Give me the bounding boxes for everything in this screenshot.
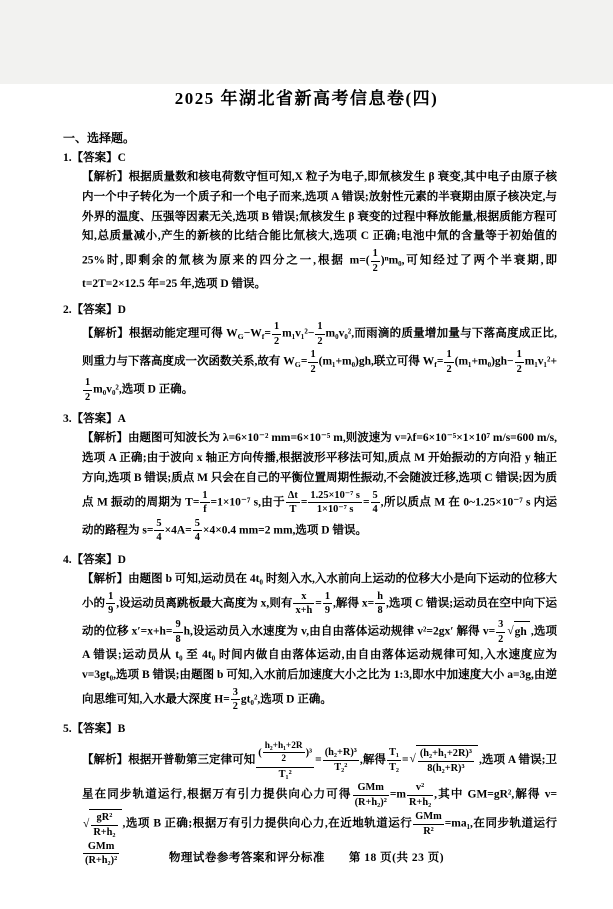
fraction: $\frac{\text{1.25×10⁻⁷ s}}{\text{1×10⁻⁷ s}}$	[310, 489, 360, 516]
square-root: √gh	[507, 621, 529, 643]
fraction: $\frac{5}{4}$	[156, 517, 162, 544]
fraction: $\frac{1}{2}$	[310, 349, 316, 375]
answer-item-4	[63, 552, 557, 714]
fraction: $\frac{1}{9}$	[108, 590, 114, 617]
fraction: $\frac{9}{8}$	[175, 618, 181, 645]
fraction: $\frac{3}{2}$	[498, 618, 504, 645]
section-heading: 一、选择题。	[63, 131, 136, 145]
fraction: $\frac{1}{f}$	[202, 489, 208, 516]
page-title: 2025 年湖北省新高考信息卷(四)	[174, 89, 439, 108]
page-footer: 物理试卷参考答案和评分标准 第 18 页(共 23 页)	[168, 852, 445, 864]
fraction: $\frac{h}{8}$	[377, 590, 384, 617]
answer-label: 【答案】C	[71, 152, 126, 164]
answer-item-5	[63, 721, 557, 868]
square-root: √ $\frac{\text{gR²}}{\text{R+h₂}}$	[83, 809, 122, 839]
answer-explanation: 【解析】根据质量数和核电荷数守恒可知,X 粒子为电子,即氚核发生 β 衰变,其中电子由原子核内一个中子转化为一个质子和一个电子而来,选项 A 错误;放射性元素的半衰期由原子核决定,与外界的温度、压强等因素无关,选项 B 错误;氚核发生 β 衰变的过程中释放能量,根据质能方程可知,总质量减小,产生的新核的比结合能比氚核大,选项 C 正确;电池中氚的含量等于初始值的 25%时,即剩余的氚核为原来的四分之一,根据 m=( $\frac{1}{2}$ )ⁿm₀,可知经过了两个半衰期,即 t=2T=2×12.5 年=25 年,选项 D 错误。	[82, 171, 557, 291]
fraction: ( $\frac{\text{h₂+h₁+2R}}{2}$ )³ T₁²	[258, 740, 313, 780]
fraction: $\frac{\text{GMm}}{\text{(R+h₂)²}}$	[354, 782, 387, 808]
fraction: $\frac{\text{GMm}}{\text{(R+h₂)²}}$	[85, 840, 118, 867]
scanned-answer-page	[0, 84, 613, 909]
fraction: $\frac{1}{2}$	[273, 320, 280, 347]
fraction: $\frac{3}{2}$	[232, 686, 238, 713]
answer-item-2	[63, 302, 557, 404]
fraction: $\frac{\Delta t}{T}$	[287, 489, 298, 516]
fraction: $\frac{x}{x+h}$	[295, 590, 313, 617]
question-number: 4.	[63, 554, 72, 567]
answer-line	[63, 552, 557, 569]
answer-label: 【答案】D	[71, 303, 126, 316]
fraction: $\frac{\text{(h₂+R)³}}{\text{T₂²}}$	[324, 746, 357, 773]
fraction: $\frac{\text{v²}}{\text{R+h₂}}$	[408, 782, 432, 808]
answer-explanation: 【解析】由题图可知波长为 λ=6×10⁻² mm=6×10⁻⁵ m,则波速为 v=λf=6×10⁻⁵×1×10⁷ m/s=600 m/s,选项 A 正确;由于波向 x 轴正方向传播,根据波形平移法可知,质点 M 开始振动的方向沿 y 轴正方向,选项 B 错误;质点 M 只会在自己的平衡位置周期性振动,不会随波迁移,选项 C 错误;因为质点 M 振动的周期为 T= $\frac{1}{f}$ =1×10⁻⁷ s,由于 $\frac{\Delta t}{T}$ = $\frac{\text{1.25×10⁻⁷ s}}{\text{1×10⁻⁷ s}}$ = $\frac{5}{4}$ ,所以质点 M 在 0~1.25×10⁻⁷ s 内运动的路程为 s= $\frac{5}{4}$ ×4A= $\frac{5}{4}$ ×4×0.4 mm=2 mm,选项 D 错误。	[82, 432, 557, 544]
question-number: 5.	[63, 722, 72, 735]
question-number: 1.	[63, 152, 72, 164]
answer-explanation: 【解析】根据动能定理可得 $W_G-W_f=$ $\frac{1}{2}$ m₁v₁²− $\frac{1}{2}$ m₀v₀²,而雨滴的质量增加量与下落高度成正比,则重力与下落高度成一次函数关系,故有 $W_G=$ $\frac{1}{2}$ (m₁+m₀)gh,联立可得 $W_f=$ $\frac{1}{2}$ (m₁+m₀)gh− $\frac{1}{2}$ m₁v₁²+ $\frac{1}{2}$ m₀v₀²,选项 D 正确。	[82, 320, 558, 403]
fraction: $\frac{1}{2}$	[317, 320, 323, 347]
answer-label: 【答案】B	[71, 722, 126, 735]
square-root: √ $\frac{\text{(h₂+h₁+2R)³}}{\text{8(h₂+R)³}}$	[410, 745, 478, 775]
answer-item-3	[63, 411, 557, 545]
fraction: $\frac{\text{GMm}}{\text{R²}}$	[415, 811, 442, 837]
fraction: $\frac{1}{2}$	[85, 377, 91, 403]
fraction: $\frac{\text{h₂+h₁+2R}}{2}$	[264, 740, 303, 765]
fraction: $\frac{5}{4}$	[194, 517, 200, 544]
answer-label: 【答案】A	[71, 413, 126, 426]
answers-list	[63, 150, 557, 868]
answer-label: 【答案】D	[71, 554, 126, 567]
fraction: $\frac{1}{2}$	[372, 248, 378, 274]
fraction: $\frac{\text{T₁}}{\text{T₂}}$	[388, 746, 399, 773]
fraction: $\frac{1}{2}$	[446, 349, 452, 375]
answer-explanation: 【解析】由题图 b 可知,运动员在 4t₀ 时刻入水,入水前向上运动的位移大小是向下运动的位移大小的 $\frac{1}{9}$ ,设运动员离跳板最大高度为 x,则有 $\frac{x}{x+h}$ = $\frac{1}{9}$ ,解得 x= $\frac{h}{8}$ ,选项 C 错误;运动员在空中向下运动的位移 x′=x+h= $\frac{9}{8}$ h,设运动员入水速度为 v,由自由落体运动规律 v²=2gx′ 解得 v= $\frac{3}{2}$ √gh ,选项 A 错误;运动员从 t₀ 至 4t₀ 时间内做自由落体运动,由自由落体运动规律可知,入水速度应为 v=3gt₀,选项 B 错误;由题图 b 可知,入水前后加速度大小之比为 1:3,即水中加速度大小 a=3g,由逆向思维可知,入水最大深度 H= $\frac{3}{2}$ gt₀²,选项 D 正确。	[82, 573, 558, 713]
question-number: 2.	[63, 303, 72, 316]
fraction: $\frac{1}{2}$	[516, 349, 522, 375]
answer-line	[63, 411, 557, 428]
question-number: 3.	[63, 413, 72, 426]
fraction: $\frac{5}{4}$	[372, 489, 378, 516]
answer-line	[63, 721, 557, 738]
fraction: $\frac{\text{gR²}}{\text{R+h₂}}$	[93, 812, 116, 838]
answer-line	[63, 302, 557, 319]
fraction: $\frac{1}{9}$	[324, 590, 330, 617]
answer-explanation: 【解析】根据开普勒第三定律可知 ( $\frac{\text{h₂+h₁+2R}}{2}$ )³ T₁² = $\frac{\text{(h₂+R)³}}{\text{T₂²}}$ ,解得 $\frac{\text{T₁}}{\text{T₂}}$ =√ $\frac{\text{(h₂+h₁+2R)³}}{\text{8(h₂+R)³}}$ ,选项 A 错误;卫星在同步轨道运行,根据万有引力提供向心力可得 $\frac{\text{GMm}}{\text{(R+h₂)²}}$ =m $\frac{\text{v²}}{\text{R+h₂}}$ ,其中 GM=gR²,解得 v=√ $\frac{\text{gR²}}{\text{R+h₂}}$ ,选项 B 正确;根据万有引力提供向心力,在近地轨道运行 $\frac{\text{GMm}}{\text{R²}}$ =ma₁,在同步轨道运行 $\frac{\text{GMm}}{\text{(R+h₂)²}}$	[82, 740, 558, 867]
answer-line	[63, 150, 557, 167]
answer-item-1	[63, 150, 557, 295]
fraction: $\frac{\text{(h₂+h₁+2R)³}}{\text{8(h₂+R)³}}$	[419, 747, 472, 774]
